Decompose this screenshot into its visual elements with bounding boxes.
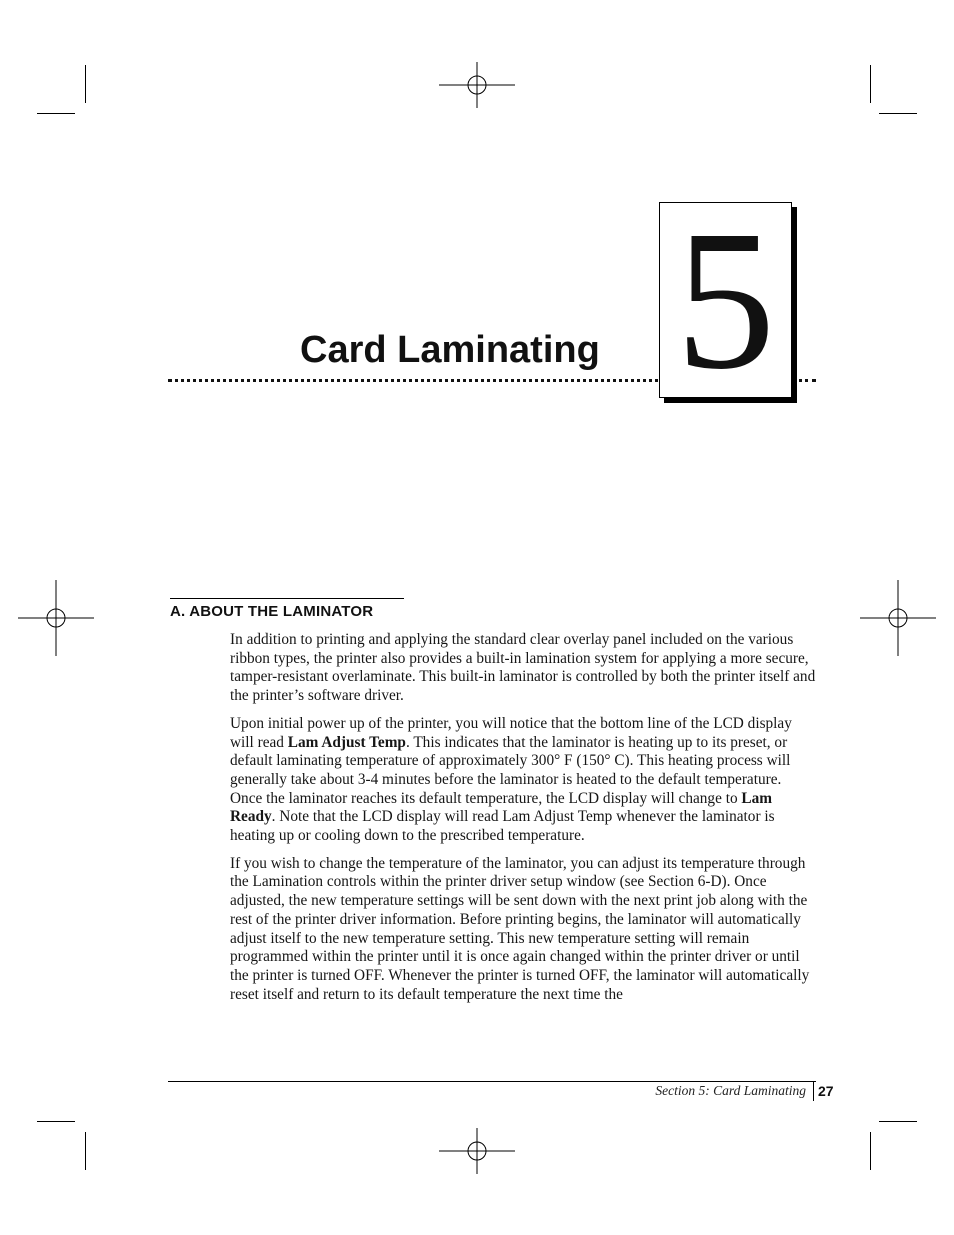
footer-separator [813, 1081, 814, 1101]
lcd-message-lam-adjust-temp: Lam Adjust Temp [287, 733, 406, 751]
registration-mark-right [860, 580, 936, 656]
chapter-number-box [659, 190, 792, 411]
chapter-number: 5 [675, 190, 776, 411]
chapter-title: Card Laminating [300, 329, 600, 371]
crop-mark [37, 113, 75, 114]
paragraph-text: . Note that the LCD display will read Lam Adjust Temp whenever the laminator is heating up or cooling down to the prescribed temperature. [230, 808, 775, 845]
section-rule [170, 598, 404, 599]
paragraph-text: Upon initial power up of the printer, you will notice that the bottom line of the LCD display will read [230, 714, 792, 751]
registration-mark-left [18, 580, 94, 656]
crop-mark [85, 65, 86, 103]
section-heading: A. ABOUT THE LAMINATOR [170, 603, 374, 620]
crop-mark [870, 65, 871, 103]
crop-mark [37, 1121, 75, 1122]
footer-section-label: Section 5: Card Laminating [655, 1083, 806, 1098]
registration-mark-bottom [439, 1113, 515, 1189]
crop-mark [879, 1121, 917, 1122]
paragraph-text: . This indicates that the laminator is heating up to its preset, or default laminating temperature of approximately 300° F (150° C). This heating process will generally take about 3-4 minutes before the laminator is heated to the default temperature. Once the laminator reaches its default temperature, the LCD display will change to [230, 733, 791, 807]
crop-mark [85, 1132, 86, 1170]
crop-mark [879, 113, 917, 114]
crop-mark [870, 1132, 871, 1170]
paragraph-intro: In addition to printing and applying the standard clear overlay panel included on the various ribbon types, the printer also provides a built-in lamination system for applying a more secure, tamper-resistant overlaminate. This built-in laminator is controlled by both the printer itself and the printer’s software driver. [230, 631, 816, 705]
paragraph-change-temperature: If you wish to change the temperature of the laminator, you can adjust its temperature through the Lamination controls within the printer driver setup window (see Section 6-D). Once adjusted, the new temperature settings will be sent down with the next print job along with the rest of the printer driver information. Before printing begins, the laminator will automatically adjust itself to the new temperature setting. This new temperature setting will remain programmed within the printer until it is once again changed within the printer driver or until the printer is turned OFF. Whenever the printer is turned OFF, the laminator will automatically reset itself and return to its default temperature the next time the [230, 854, 810, 1003]
body-text [230, 631, 816, 1013]
paragraph-power-up [230, 715, 816, 846]
page-number: 27 [818, 1083, 834, 1099]
registration-mark-top [439, 47, 515, 123]
lcd-message-lam-ready: Lam Ready [230, 789, 773, 826]
